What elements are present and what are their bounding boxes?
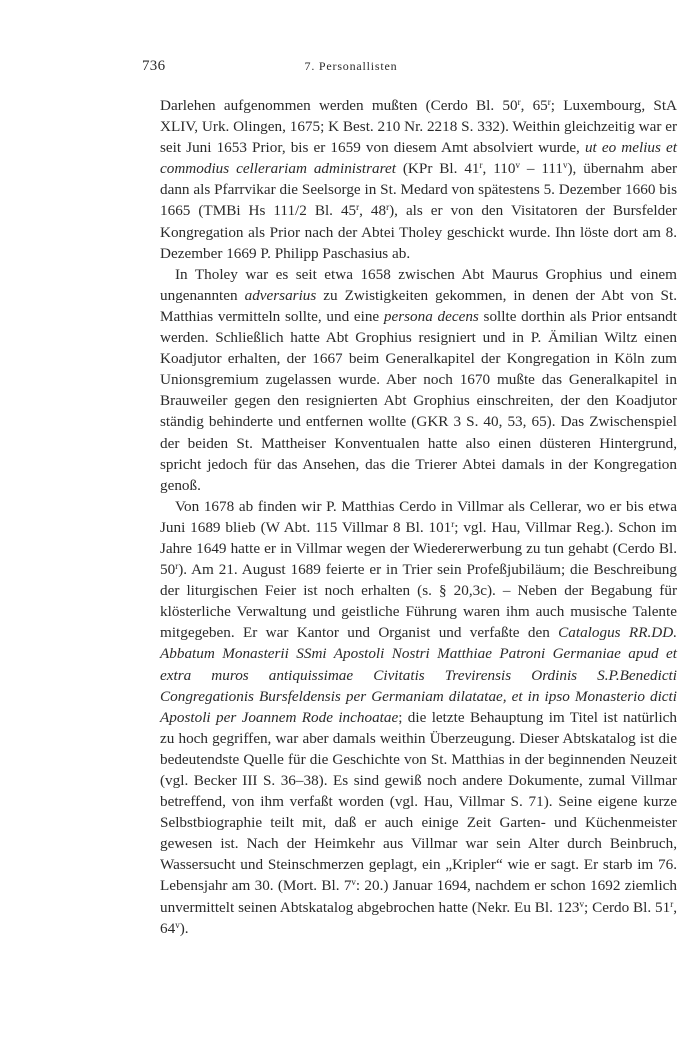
folio-side-mark: r — [386, 202, 390, 213]
text-run: , 65 — [520, 97, 548, 114]
text-run: (KPr Bl. 41 — [395, 160, 480, 178]
folio-side-mark: v — [563, 160, 568, 171]
text-run: Darlehen aufgenommen werden mußten (Cerdo Bl. 50 — [160, 97, 518, 114]
text-run: : 20.) Januar 1694, nachdem er schon 1692 ziemlich unvermittelt seinen Abtskatalog abgebrochen hatte (Nekr. Eu Bl. 123 — [160, 877, 677, 916]
folio-side-mark: r — [670, 898, 674, 909]
folio-side-mark: r — [479, 160, 483, 171]
text-run: ), übernahm aber dann als Pfarrvikar die Seelsorge in St. Medard von spätestens 5. Dezember 1660 bis 1665 (TMBi Hs 111/2 Bl. 45 — [160, 160, 678, 220]
folio-side-mark: r — [517, 97, 521, 107]
text-run: , 110 — [482, 160, 516, 178]
folio-side-mark: r — [451, 518, 455, 529]
text-run: , 64 — [160, 898, 677, 937]
paragraph — [160, 95, 677, 264]
text-run: ), als er von den Visitatoren der Bursfelder Kongregation als Prior nach der Abtei Tholey geschickt wurde. Ihn löste dort am 8. Dezember 1669 P. Philipp Paschasius ab. — [160, 202, 677, 262]
folio-side-mark: r — [547, 97, 551, 107]
italic-latin-text: adversarius — [244, 286, 317, 304]
text-run: – 111 — [519, 160, 563, 178]
text-run: Von 1678 ab finden wir P. Matthias Cerdo in Villmar als Cellerar, wo er bis etwa Juni 1689 blieb (W Abt. 115 Villmar 8 Bl. 101 — [160, 497, 677, 536]
text-run: ; Luxembourg, StA XLIV, Urk. Olingen, 1675; K Best. 210 Nr. 2218 S. 332). Weithin gleichzeitig war er seit Juni 1653 Prior, bis er 1659 von diesem Amt absolviert wurde, — [160, 97, 678, 157]
text-run: ). Am 21. August 1689 feierte er in Trier sein Profeßjubiläum; die Beschreibung der liturgischen Feier ist noch erhalten (s. § 20,3c). – Neben der Begabung für klösterliche Verwaltung und geistliche Führung waren ihm auch musische Talente mitgegeben. Er war Kantor und Organist und verfaßte den — [160, 561, 677, 642]
folio-side-mark: v — [579, 898, 585, 909]
text-run: zu Zwistigkeiten gekommen, in denen der Abt von St. Matthias vermitteln sollte, und eine — [160, 286, 677, 325]
italic-latin-text: Catalogus RR.DD. Abbatum Monasterii SSmi Apostoli Nostri Matthiae Patroni Germaniae apud et extra muros antiquissimae Civitatis Trevirensis Ordinis S.P.Benedicti Congregationis Bursfeldensis per Germaniam dilatatae, et in ipso Monasterio dicti Apostoli per Joannem Rode inchoatae — [160, 624, 677, 726]
page-header — [142, 58, 560, 78]
folio-side-mark: r — [356, 202, 360, 213]
body-text — [160, 95, 677, 939]
text-run: ; vgl. Hau, Villmar Reg.). Schon im Jahre 1649 hatte er in Villmar wegen der Wiedererwerbung zu tun gehabt (Cerdo Bl. 50 — [160, 518, 677, 579]
text-run: ; die letzte Behauptung im Titel ist natürlich zu hoch gegriffen, war aber damals weithin Überzeugung. Dieser Abtskatalog ist die bedeutendste Quelle für die Geschichte von St. Matthias in der beginnenden Neuzeit (vgl. Becker III S. 36–38). Es sind gewiß noch andere Dokumente, zumal Villmar betreffend, von ihm verfaßt worden (vgl. Hau, Villmar S. 71). Seine eigene kurze Selbstbiographie teilt mit, daß er auch einige Zeit Garten- und Küchenmeister gewesen ist. Nach der Heimkehr aus Villmar war sein Alter durch Beinbruch, Wassersucht und Steinschmerzen geplagt, ein „Kripler“ wie er sagt. Er starb im 76. Lebensjahr am 30. (Mort. Bl. 7 — [160, 708, 677, 895]
text-run: sollte dorthin als Prior entsandt werden. Schließlich hatte Abt Grophius resigniert und in P. Ämilian Wiltz einen Koadjutor erhalten, der 1667 beim Generalkapitel der Kongregation in Köln zum Unionsgremium zugelassen wurde. Aber noch 1670 mußte das Generalkapitel in Brauweiler gegen den resignierten Abt Grophius einschreiten, der den Koadjutor ständig behinderte und entfernen wollte (GKR 3 S. 40, 53, 65). Das Zwischenspiel der beiden St. Mattheiser Konventualen hatte also einen düsteren Hintergrund, spricht jedoch für das Ansehen, das die Trierer Abtei damals in der Kongregation genoß. — [160, 307, 677, 494]
paragraph — [160, 496, 677, 939]
folio-side-mark: r — [175, 561, 179, 572]
italic-latin-text: persona decens — [383, 307, 479, 325]
page-number: 736 — [142, 58, 166, 74]
text-run: In Tholey war es seit etwa 1658 zwischen Abt Maurus Grophius und einem ungenannten — [160, 265, 677, 304]
italic-latin-text: ut eo melius et commodius cellerariam administraret — [160, 139, 677, 178]
paragraph — [160, 264, 677, 496]
text-run: ). — [179, 919, 189, 937]
text-run: , 48 — [359, 202, 387, 220]
folio-side-mark: v — [351, 877, 356, 888]
folio-side-mark: v — [175, 919, 180, 930]
text-run: ; Cerdo Bl. 51 — [584, 898, 671, 916]
running-head: 7. Personallisten — [304, 59, 398, 73]
folio-side-mark: v — [515, 160, 520, 171]
